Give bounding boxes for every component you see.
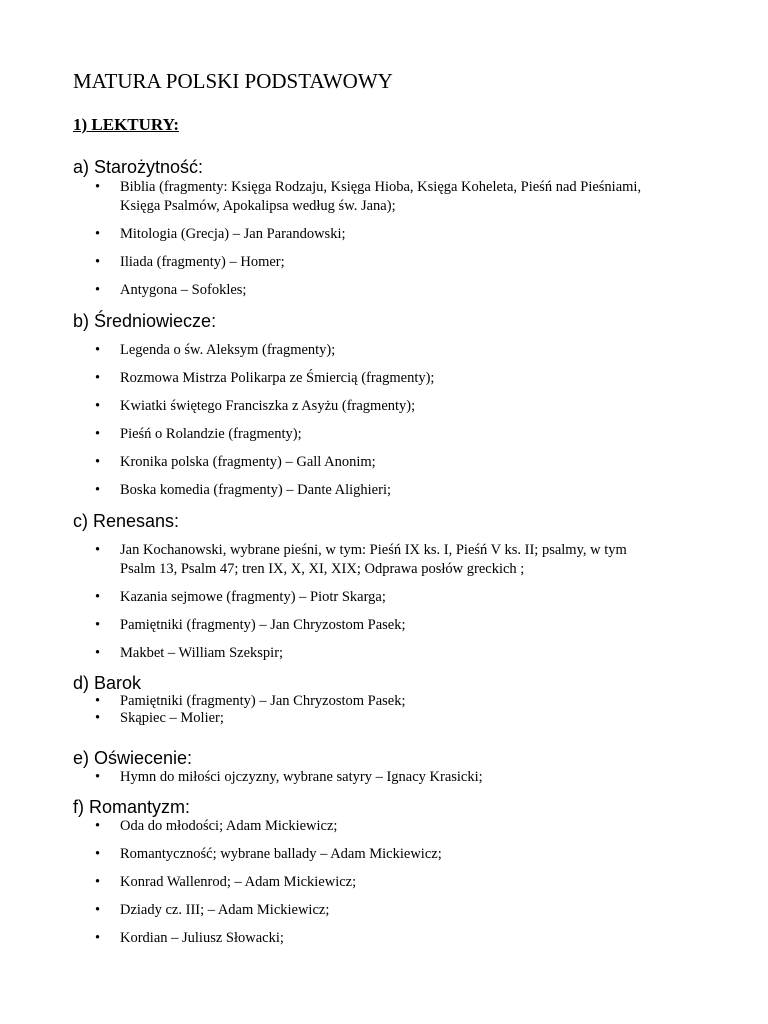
list-item-line: Antygona – Sofokles; — [120, 282, 247, 298]
list-item-line: Skąpiec – Molier; — [120, 710, 224, 726]
list-item-line: Oda do młodości; Adam Mickiewicz; — [120, 818, 338, 834]
list-item-text — [120, 541, 627, 579]
list-item-line: Rozmowa Mistrza Polikarpa ze Śmiercią (fragmenty); — [120, 370, 435, 386]
period-heading-romantyzm: f) Romantyzm: — [73, 797, 191, 817]
list-item — [95, 873, 356, 892]
list-item — [95, 709, 224, 728]
list-item-line: Pamiętniki (fragmenty) – Jan Chryzostom Pasek; — [120, 617, 406, 633]
list-item — [95, 901, 329, 920]
list-item-text — [120, 845, 442, 864]
list-item — [95, 369, 434, 388]
list-item — [95, 397, 415, 416]
list-item-line: Makbet – William Szekspir; — [120, 645, 284, 661]
bullet-icon: • — [95, 818, 101, 834]
list-item — [95, 616, 406, 635]
period-heading-starozytnosc: a) Starożytność: — [73, 157, 204, 177]
list-item-text — [120, 369, 434, 388]
list-item-text — [120, 588, 386, 607]
list-item-line: Konrad Wallenrod; – Adam Mickiewicz; — [120, 874, 357, 890]
period-heading-renesans: c) Renesans: — [73, 511, 180, 531]
bullet-icon: • — [95, 254, 101, 270]
list-item-text — [120, 873, 356, 892]
list-item — [95, 178, 641, 216]
list-item-line: Boska komedia (fragmenty) – Dante Alighieri; — [120, 482, 391, 498]
list-item — [95, 481, 391, 500]
bullet-icon: • — [95, 617, 101, 633]
bullet-icon: • — [95, 930, 101, 946]
bullet-icon: • — [95, 693, 101, 709]
list-item — [95, 588, 386, 607]
list-item-text — [120, 481, 391, 500]
bullet-icon: • — [95, 874, 101, 890]
list-item-text — [120, 817, 337, 836]
bullet-icon: • — [95, 645, 101, 661]
list-item — [95, 281, 246, 300]
list-item-line: Pamiętniki (fragmenty) – Jan Chryzostom Pasek; — [120, 693, 406, 709]
bullet-icon: • — [95, 426, 101, 442]
list-item-line: Romantyczność; wybrane ballady – Adam Mickiewicz; — [120, 846, 442, 862]
list-item-line: Biblia (fragmenty: Księga Rodzaju, Księga Hioba, Księga Koheleta, Pieśń nad Pieśniami, — [120, 179, 642, 195]
list-item-text — [120, 616, 406, 635]
list-item-text — [120, 929, 284, 948]
period-heading-sredniowiecze: b) Średniowiecze: — [73, 311, 217, 331]
list-item-line: Jan Kochanowski, wybrane pieśni, w tym: Pieśń IX ks. I, Pieśń V ks. II; psalmy, w tym — [120, 542, 627, 558]
list-item-text — [120, 225, 346, 244]
bullet-icon: • — [95, 226, 101, 242]
list-item-line: Kronika polska (fragmenty) – Gall Anonim; — [120, 454, 376, 470]
list-item-text — [120, 453, 376, 472]
list-item-line: Iliada (fragmenty) – Homer; — [120, 254, 285, 270]
list-item-line: Pieśń o Rolandzie (fragmenty); — [120, 426, 302, 442]
bullet-icon: • — [95, 482, 101, 498]
bullet-icon: • — [95, 342, 101, 358]
list-item-line: Dziady cz. III; – Adam Mickiewicz; — [120, 902, 330, 918]
list-item-text — [120, 709, 224, 728]
document-title: MATURA POLSKI PODSTAWOWY — [73, 69, 393, 93]
bullet-icon: • — [95, 902, 101, 918]
bullet-icon: • — [95, 846, 101, 862]
list-item-text — [120, 644, 283, 663]
list-item-text — [120, 768, 483, 787]
period-heading-oswiecenie: e) Oświecenie: — [73, 748, 193, 768]
list-item-text — [120, 253, 285, 272]
list-item-line: Kordian – Juliusz Słowacki; — [120, 930, 284, 946]
list-item — [95, 425, 302, 444]
list-item-text — [120, 341, 335, 360]
bullet-icon: • — [95, 398, 101, 414]
list-item-line: Księga Psalmów, Apokalipsa według św. Jana); — [120, 198, 396, 214]
bullet-icon: • — [95, 282, 101, 298]
bullet-icon: • — [95, 370, 101, 386]
list-item — [95, 817, 337, 836]
list-item-text — [120, 397, 415, 416]
list-item-line: Legenda o św. Aleksym (fragmenty); — [120, 342, 336, 358]
bullet-icon: • — [95, 589, 101, 605]
list-item-line: Mitologia (Grecja) – Jan Parandowski; — [120, 226, 346, 242]
list-item — [95, 768, 483, 787]
bullet-icon: • — [95, 542, 101, 558]
bullet-icon: • — [95, 710, 101, 726]
list-item — [95, 541, 627, 579]
list-item-text — [120, 178, 641, 216]
list-item-text — [120, 281, 246, 300]
list-item-text — [120, 901, 329, 920]
list-item — [95, 644, 283, 663]
list-item-line: Psalm 13, Psalm 47; tren IX, X, XI, XIX; Odprawa posłów greckich ; — [120, 561, 525, 577]
list-item-line: Kazania sejmowe (fragmenty) – Piotr Skarga; — [120, 589, 386, 605]
list-item-line: Hymn do miłości ojczyzny, wybrane satyry – Ignacy Krasicki; — [120, 769, 483, 785]
list-item — [95, 845, 442, 864]
list-item-text — [120, 425, 302, 444]
list-item — [95, 225, 346, 244]
list-item — [95, 341, 335, 360]
period-heading-barok: d) Barok — [73, 673, 142, 693]
section-heading-lektury: 1) LEKTURY: — [73, 115, 179, 134]
list-item — [95, 253, 285, 272]
bullet-icon: • — [95, 179, 101, 195]
list-item — [95, 929, 284, 948]
bullet-icon: • — [95, 769, 101, 785]
list-item — [95, 453, 376, 472]
bullet-icon: • — [95, 454, 101, 470]
list-item-line: Kwiatki świętego Franciszka z Asyżu (fragmenty); — [120, 398, 416, 414]
